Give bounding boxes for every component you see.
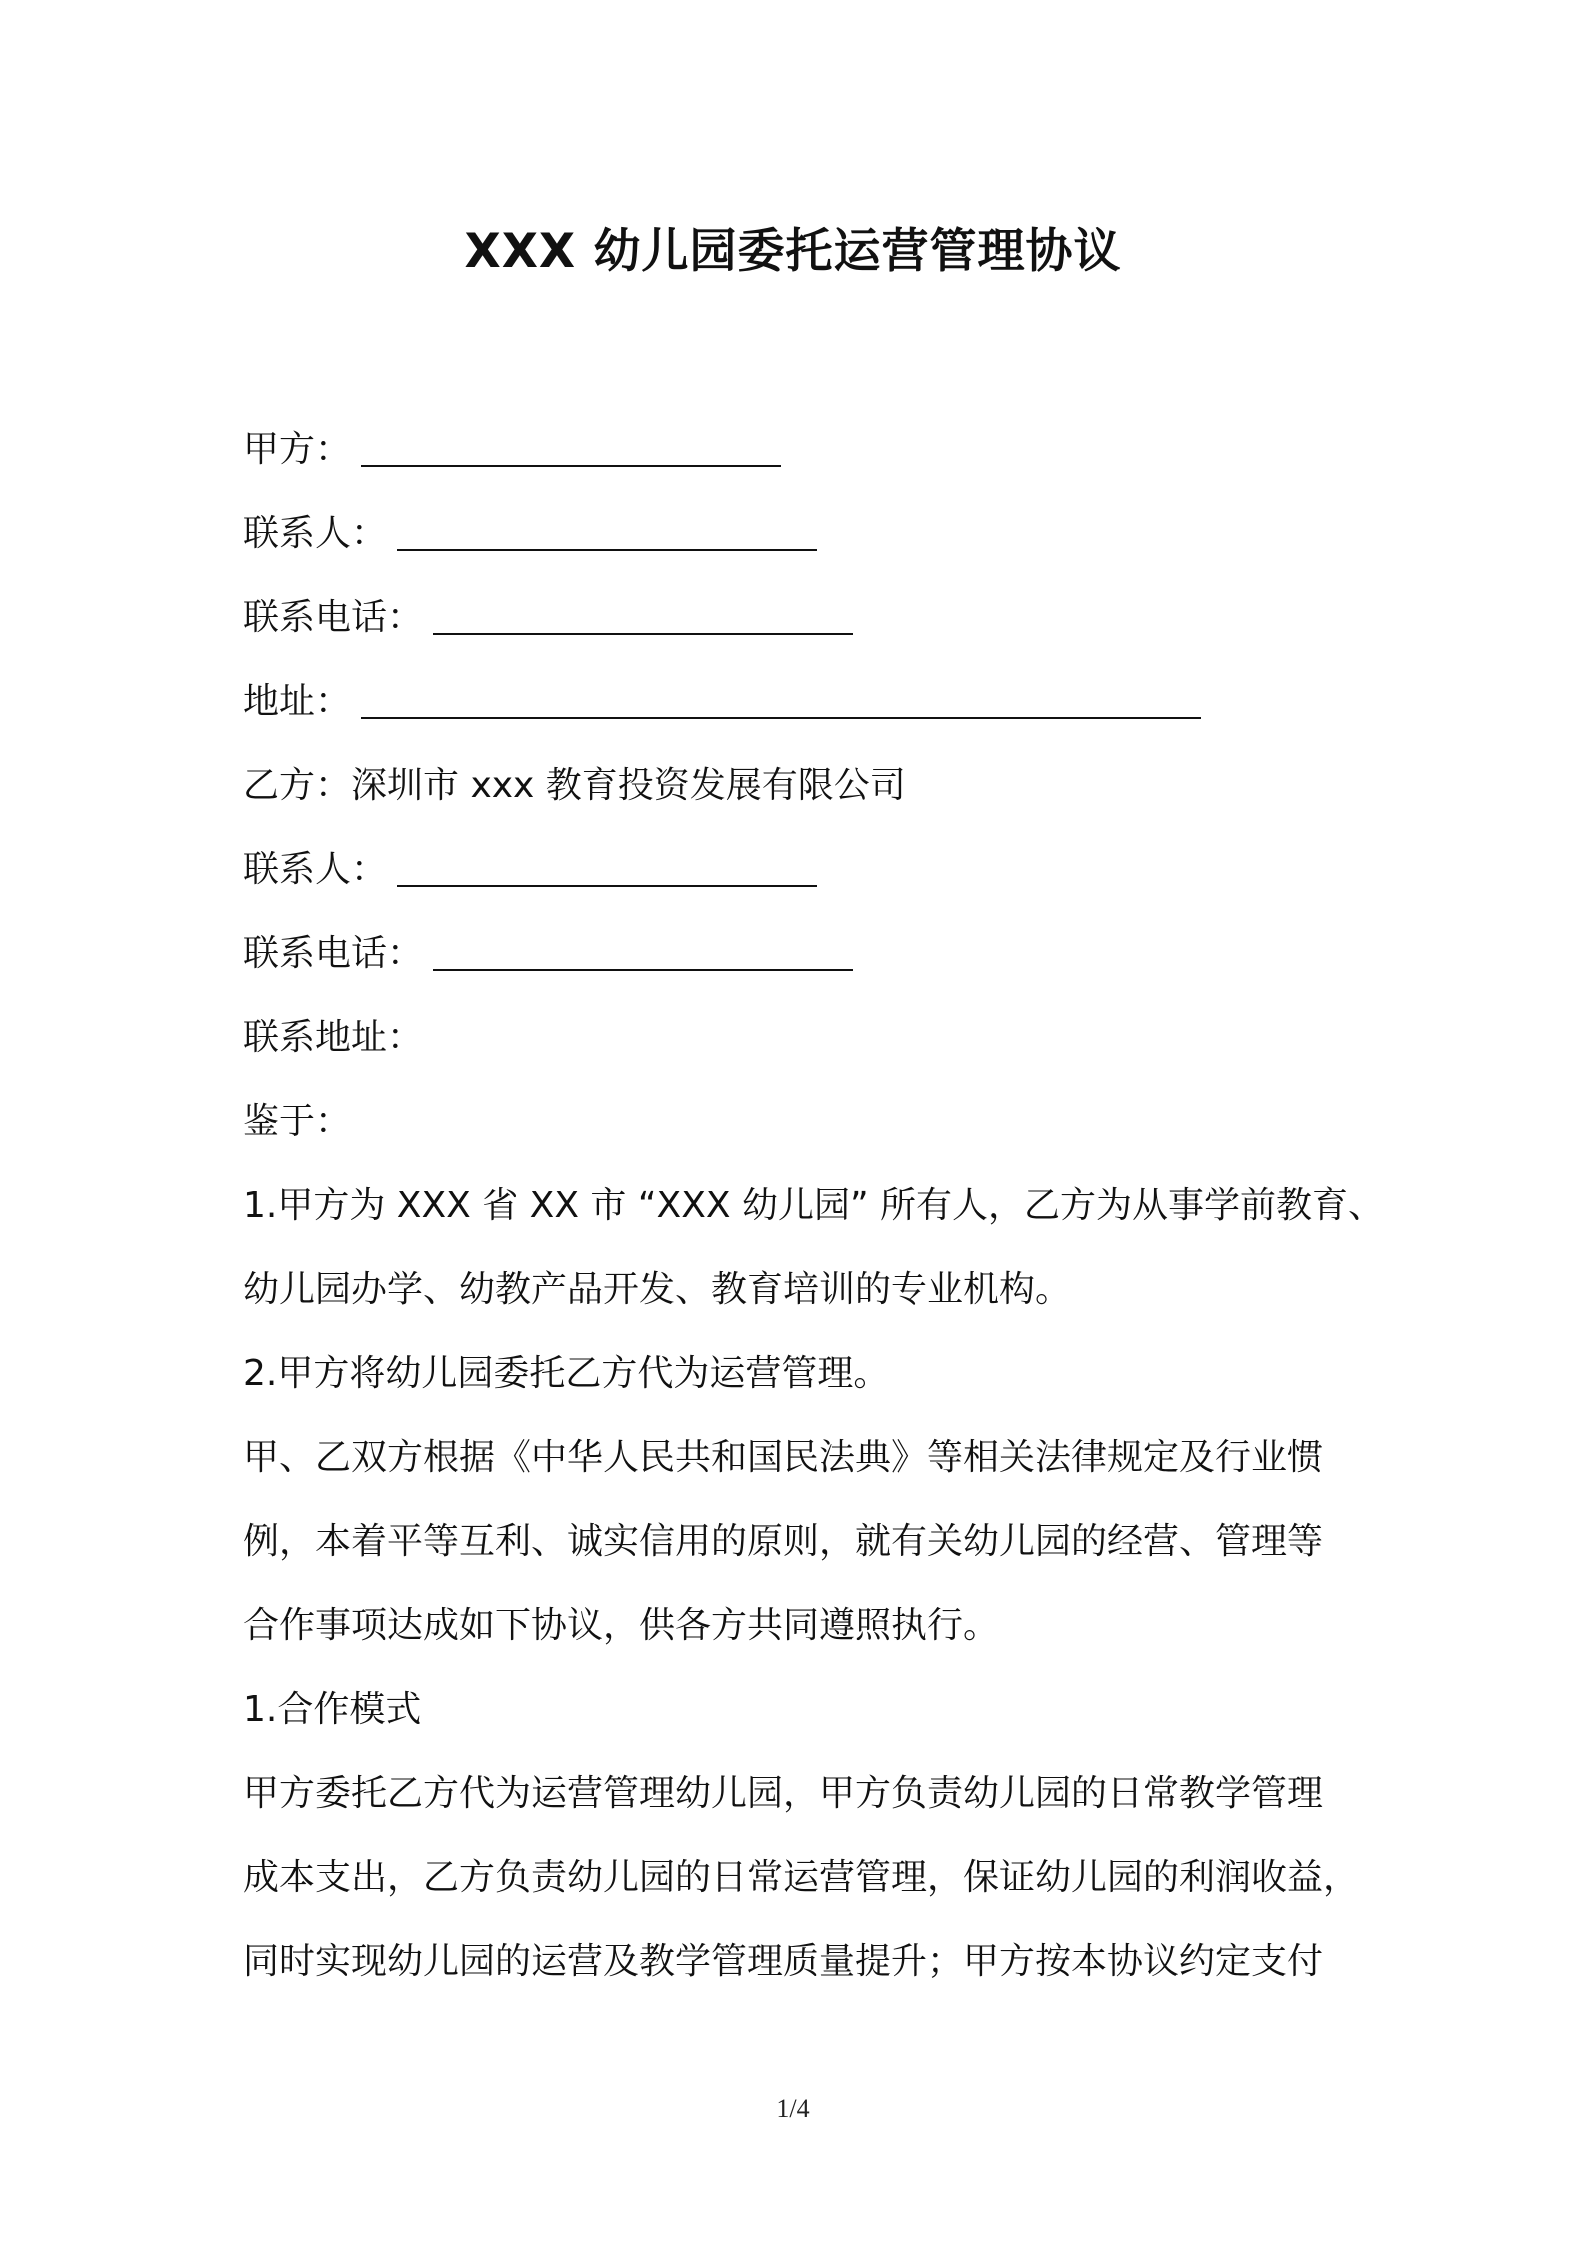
party-a-address-blank: [361, 717, 1201, 719]
section-heading: 1.合作模式: [243, 1689, 422, 1730]
party-b-contact-blank: [397, 885, 817, 887]
body-line: 同时实现幼儿园的运营及教学管理质量提升；甲方按本协议约定支付: [243, 1941, 1324, 1982]
party-b-phone-label: 联系电话：: [243, 933, 424, 974]
party-b-address-line: [243, 996, 1373, 1080]
party-b-address-label: 联系地址：: [243, 1017, 424, 1058]
body-line: 合作事项达成如下协议，供各方共同遵照执行。: [243, 1605, 1000, 1646]
party-a-contact-label: 联系人：: [243, 513, 388, 554]
party-a-address-line: [243, 660, 1373, 744]
party-a-phone-label: 联系电话：: [243, 597, 424, 638]
party-b-phone-line: [243, 912, 1373, 996]
body-line: 幼儿园办学、幼教产品开发、教育培训的专业机构。: [243, 1269, 1072, 1310]
party-b-contact-line: [243, 828, 1373, 912]
body-line: 例，本着平等互利、诚实信用的原则，就有关幼儿园的经营、管理等: [243, 1521, 1324, 1562]
party-b-phone-blank: [433, 969, 853, 971]
party-a-contact-blank: [397, 549, 817, 551]
party-a-phone-line: [243, 576, 1373, 660]
whereas-label: 鉴于：: [243, 1101, 352, 1142]
body-line: 成本支出，乙方负责幼儿园的日常运营管理，保证幼儿园的利润收益，: [243, 1857, 1360, 1898]
body-line: 2.甲方将幼儿园委托乙方代为运营管理。: [243, 1353, 890, 1394]
party-b-label: 乙方：深圳市 xxx 教育投资发展有限公司: [243, 765, 906, 806]
body-line: 1.甲方为 XXX 省 XX 市 “XXX 幼儿园” 所有人，乙方为从事学前教育、: [243, 1185, 1385, 1226]
party-a-label: 甲方：: [243, 429, 352, 470]
party-a-blank: [361, 465, 781, 467]
party-a-contact-line: [243, 492, 1373, 576]
party-a-address-label: 地址：: [243, 681, 352, 722]
whereas-line: [243, 1080, 1373, 1164]
party-a-phone-blank: [433, 633, 853, 635]
document-body: [243, 408, 1385, 2004]
body-line: 甲、乙双方根据《中华人民共和国民法典》等相关法律规定及行业惯: [243, 1437, 1324, 1478]
party-b-line: [243, 744, 1373, 828]
party-b-contact-label: 联系人：: [243, 849, 388, 890]
body-line: 甲方委托乙方代为运营管理幼儿园，甲方负责幼儿园的日常教学管理: [243, 1773, 1324, 1814]
page-number: 1/4: [776, 2094, 810, 2123]
document-title: XXX 幼儿园委托运营管理协议: [464, 224, 1122, 279]
party-a-line: [243, 408, 1373, 492]
